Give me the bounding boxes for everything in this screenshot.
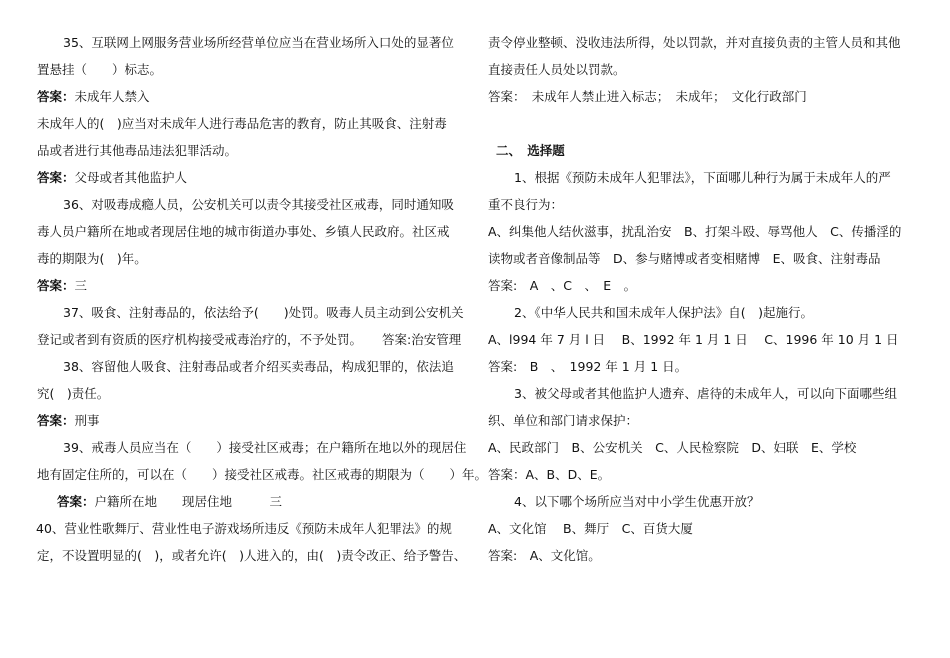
c3-line-3: A、民政部门 B、公安机关 C、人民检察院 D、妇联 E、学校 bbox=[488, 440, 857, 455]
c4-line-2: A、文化馆 B、舞厅 C、百货大厦 bbox=[488, 521, 693, 536]
c2-answer: 答案: B 、 1992 年 1 月 1 日。 bbox=[488, 359, 688, 374]
c1-line-3: A、纠集他人结伙滋事，扰乱治安 B、打架斗殴、辱骂他人 C、传播淫的 bbox=[488, 224, 902, 239]
q35b-answer bbox=[37, 169, 187, 187]
c1-line-4: 读物或者音像制品等 D、参与赌博或者变相赌博 E、吸食、注射毒品 bbox=[488, 251, 881, 266]
q36-line-1: 36、对吸毒成瘾人员，公安机关可以责令其接受社区戒毒，同时通知吸 bbox=[63, 197, 454, 212]
q40-answer: 答案： 未成年人禁止进入标志； 未成年； 文化行政部门 bbox=[488, 89, 807, 104]
q35-answer bbox=[37, 88, 150, 106]
q35-line-2: 置悬挂（ ）标志。 bbox=[37, 62, 163, 77]
answer-text: 三 bbox=[74, 278, 88, 293]
q40-line-3: 责令停业整顿、没收违法所得，处以罚款，并对直接负责的主管人员和其他 bbox=[488, 35, 901, 50]
c4-answer: 答案: A、文化馆。 bbox=[488, 548, 601, 563]
answer-label: 答案： bbox=[37, 413, 75, 428]
answer-text: 刑事 bbox=[74, 413, 100, 428]
answer-text: 户籍所在地 现居住地 三 bbox=[94, 494, 283, 509]
q39-line-1: 39、戒毒人员应当在（ ）接受社区戒毒；在户籍所在地以外的现居住 bbox=[63, 440, 467, 455]
answer-label: 答案： bbox=[57, 494, 95, 509]
c1-answer: 答案: A 、C 、 E 。 bbox=[488, 278, 637, 293]
c1-line-1: 1、根据《预防未成年人犯罪法》，下面哪儿种行为属于未成年人的严 bbox=[514, 170, 891, 185]
q36-answer bbox=[37, 277, 87, 295]
q38-line-2: 究( )责任。 bbox=[37, 386, 110, 401]
c3-line-2: 织、单位和部门请求保护： bbox=[488, 413, 639, 428]
q37-line-2 bbox=[37, 331, 461, 349]
c1-line-2: 重不良行为： bbox=[488, 197, 564, 212]
q36-line-2: 毒人员户籍所在地或者现居住地的城市街道办事处、乡镇人民政府。社区戒 bbox=[37, 224, 450, 239]
c4-line-1: 4、以下哪个场所应当对中小学生优惠开放？ bbox=[514, 494, 760, 509]
answer-text: 未成年人禁入 bbox=[74, 89, 150, 104]
c3-answer: 答案：A、B、D、E。 bbox=[488, 467, 611, 482]
c2-line-2: A、l994 年 7 月 l 日 B、1992 年 1 月 1 日 C、1996 年 10 月 1 日 bbox=[488, 332, 899, 347]
q35-line-1: 35、互联网上网服务营业场所经营单位应当在营业场所入口处的显著位 bbox=[63, 35, 454, 50]
q38-answer bbox=[37, 412, 100, 430]
q37-answer: 答案:治安管理 bbox=[382, 332, 462, 347]
c3-line-1: 3、被父母或者其他监护人遗弃、虐待的未成年人，可以向下面哪些组 bbox=[514, 386, 897, 401]
answer-text: 父母或者其他监护人 bbox=[74, 170, 188, 185]
q40-line-4: 直接责任人员处以罚款。 bbox=[488, 62, 626, 77]
answer-label: 答案： bbox=[37, 278, 75, 293]
q37-line-1: 37、吸食、注射毒品的，依法给予( )处罚。吸毒人员主动到公安机关 bbox=[63, 305, 464, 320]
q40-line-1: 40、营业性歌舞厅、营业性电子游戏场所违反《预防未成年人犯罪法》的规 bbox=[36, 521, 452, 536]
answer-label: 答案： bbox=[37, 89, 75, 104]
q35b-line-1: 未成年人的( )应当对未成年人进行毒品危害的教育，防止其吸食、注射毒 bbox=[37, 116, 447, 131]
q36-line-3: 毒的期限为( )年。 bbox=[37, 251, 147, 266]
q40-line-2: 定，不设置明显的( )，或者允许( )人进入的，由( )责令改正、给予警告、 bbox=[37, 548, 467, 563]
section-heading: 二、 选择题 bbox=[496, 143, 565, 158]
q35b-line-2: 品或者进行其他毒品违法犯罪活动。 bbox=[37, 143, 238, 158]
q39-line-2: 地有固定住所的，可以在（ ）接受社区戒毒。社区戒毒的期限为（ ）年。 bbox=[37, 467, 488, 482]
q39-answer bbox=[57, 493, 282, 511]
q38-line-1: 38、容留他人吸食、注射毒品或者介绍买卖毒品，构成犯罪的，依法追 bbox=[63, 359, 454, 374]
q37-text: 登记或者到有资质的医疗机构接受戒毒治疗的，不予处罚。 bbox=[37, 332, 363, 347]
c2-line-1: 2、《中华人民共和国未成年人保护法》自( )起施行。 bbox=[514, 305, 813, 320]
answer-label: 答案： bbox=[37, 170, 75, 185]
